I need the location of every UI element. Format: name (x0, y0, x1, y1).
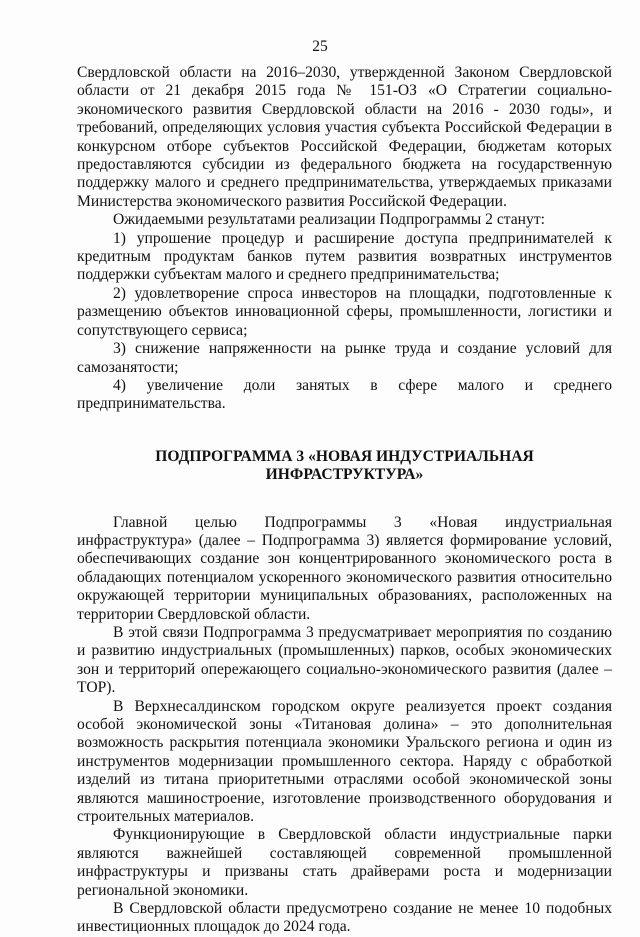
list-item: 4) увеличение доли занятых в сфере малого и среднего предпринимательства. (77, 376, 612, 413)
section-heading-line: ИНФРАСТРУКТУРА» (265, 466, 424, 484)
paragraph: Главной целью Подпрограммы 3 «Новая индустриальная инфраструктура» (далее – Подпрограмма 3) является формирование условий, обеспечивающих создание зон концентрированного экономического роста в обладающих потенциалом ускоренного экономического развития относительно окружающей территории муниципальных образованиях, расположенных на территории Свердловской области. (77, 513, 612, 623)
list-item: 3) снижение напряженности на рынке труда и создание условий для самозанятости; (77, 340, 612, 376)
document-body (77, 64, 612, 937)
page-number: 25 (312, 38, 328, 55)
paragraph: В Свердловской области предусмотрено создание не менее 10 подобных инвестиционных площадок до 2024 года. (77, 900, 612, 936)
paragraph: Функционирующие в Свердловской области индустриальные парки являются важнейшей составляющей современной промышленной инфраструктуры и призваны стать драйверами роста и модернизации региональной экономики. (77, 826, 612, 899)
list-item: 1) упрошение процедур и расширение доступа предпринимателей к кредитным продуктам банков путем развития возвратных инструментов поддержки субъектам малого и среднего предпринимательства; (77, 229, 612, 284)
section-heading (77, 448, 612, 485)
paragraph: Свердловской области на 2016–2030, утвержденной Законом Свердловской области от 21 декабря 2015 года № 151-ОЗ «О Стратегии социально-экономического развития Свердловской области на 2016 - 2030 годы», и требований, определяющих условия участия субъекта Российской Федерации в конкурсном отборе субъектов Российской Федерации, бюджетам которых предоставляются субсидии из федерального бюджета на государственную поддержку малого и среднего предпринимательства, утверждаемых приказами Министерства экономического развития Российской Федерации. (77, 64, 612, 210)
paragraph: В этой связи Подпрограмма 3 предусматривает мероприятия по созданию и развитию индустриальных (промышленных) парков, особых экономических зон и территорий опережающего социально-экономического развития (далее – ТОР). (77, 623, 612, 697)
paragraph: Ожидаемыми результатами реализации Подпрограммы 2 станут: (113, 211, 545, 229)
paragraph: В Верхнесалдинском городском округе реализуется проект создания особой экономической зоны «Титановая долина» – это дополнительная возможность раскрытия потенциала экономики Уральского региона и один из инструментов модернизации промышленного сектора. Наряду с обработкой изделий из титана приоритетными отраслями особой экономической зоны являются машиностроение, изготовление производственного оборудования и строительных материалов. (77, 697, 612, 826)
section-heading-line: ПОДПРОГРАММА 3 «НОВАЯ ИНДУСТРИАЛЬНАЯ (155, 447, 534, 465)
list-item: 2) удовлетворение спроса инвесторов на площадки, подготовленные к размещению объектов инновационной сферы, промышленности, логистики и сопутствующего сервиса; (77, 284, 612, 339)
